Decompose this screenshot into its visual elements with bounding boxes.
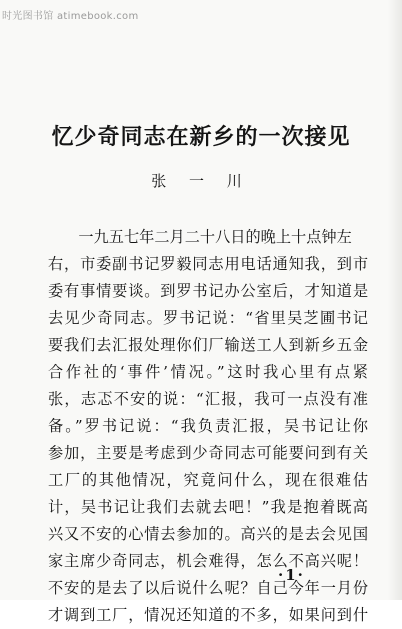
- body-line: 参加，主要是考虑到少奇同志可能要问到有关: [48, 444, 368, 462]
- body-line: 张，志忑不安的说：“汇报，我可一点没有准: [48, 390, 368, 408]
- body-line: 工厂的其他情况，究竟问什么，现在很难估: [48, 471, 368, 489]
- watermark: 时光图书馆 atimebook.com: [2, 11, 139, 22]
- body-text: [48, 224, 368, 629]
- page-scan-edge: [388, 0, 402, 600]
- body-line: 合作社的‘事件’情况。”这时我心里有点紧: [48, 363, 368, 381]
- body-line: 委有事情要谈。到罗书记办公室后，才知道是: [48, 282, 368, 300]
- body-line: 计，吴书记让我们去就去吧！”我是抱着既高: [48, 498, 368, 516]
- body-line: 去见少奇同志。罗书记说：“省里吴芝圃书记: [48, 309, 368, 327]
- author-name: 张 一 川: [151, 172, 251, 190]
- body-line: 才调到工厂，情况还知道的不多，如果问到什: [48, 606, 368, 624]
- chapter-title: 忆少奇同志在新乡的一次接见: [51, 124, 351, 150]
- body-line: 右，市委副书记罗毅同志用电话通知我，到市: [48, 255, 368, 273]
- body-line: 不安的是去了以后说什么呢？自己今年一月份: [48, 579, 368, 597]
- body-line: 要我们去汇报处理你们厂输送工人到新乡五金: [48, 336, 368, 354]
- body-line: 家主席少奇同志，机会难得，怎么不高兴呢！: [48, 552, 368, 570]
- body-line: 备。”罗书记说：“我负责汇报，吴书记让你: [48, 417, 368, 435]
- body-line: 兴又不安的心情去参加的。高兴的是去会见国: [48, 525, 368, 543]
- body-line: 一九五七年二月二十八日的晚上十点钟左: [48, 228, 352, 246]
- page-number: ·1·: [278, 566, 305, 584]
